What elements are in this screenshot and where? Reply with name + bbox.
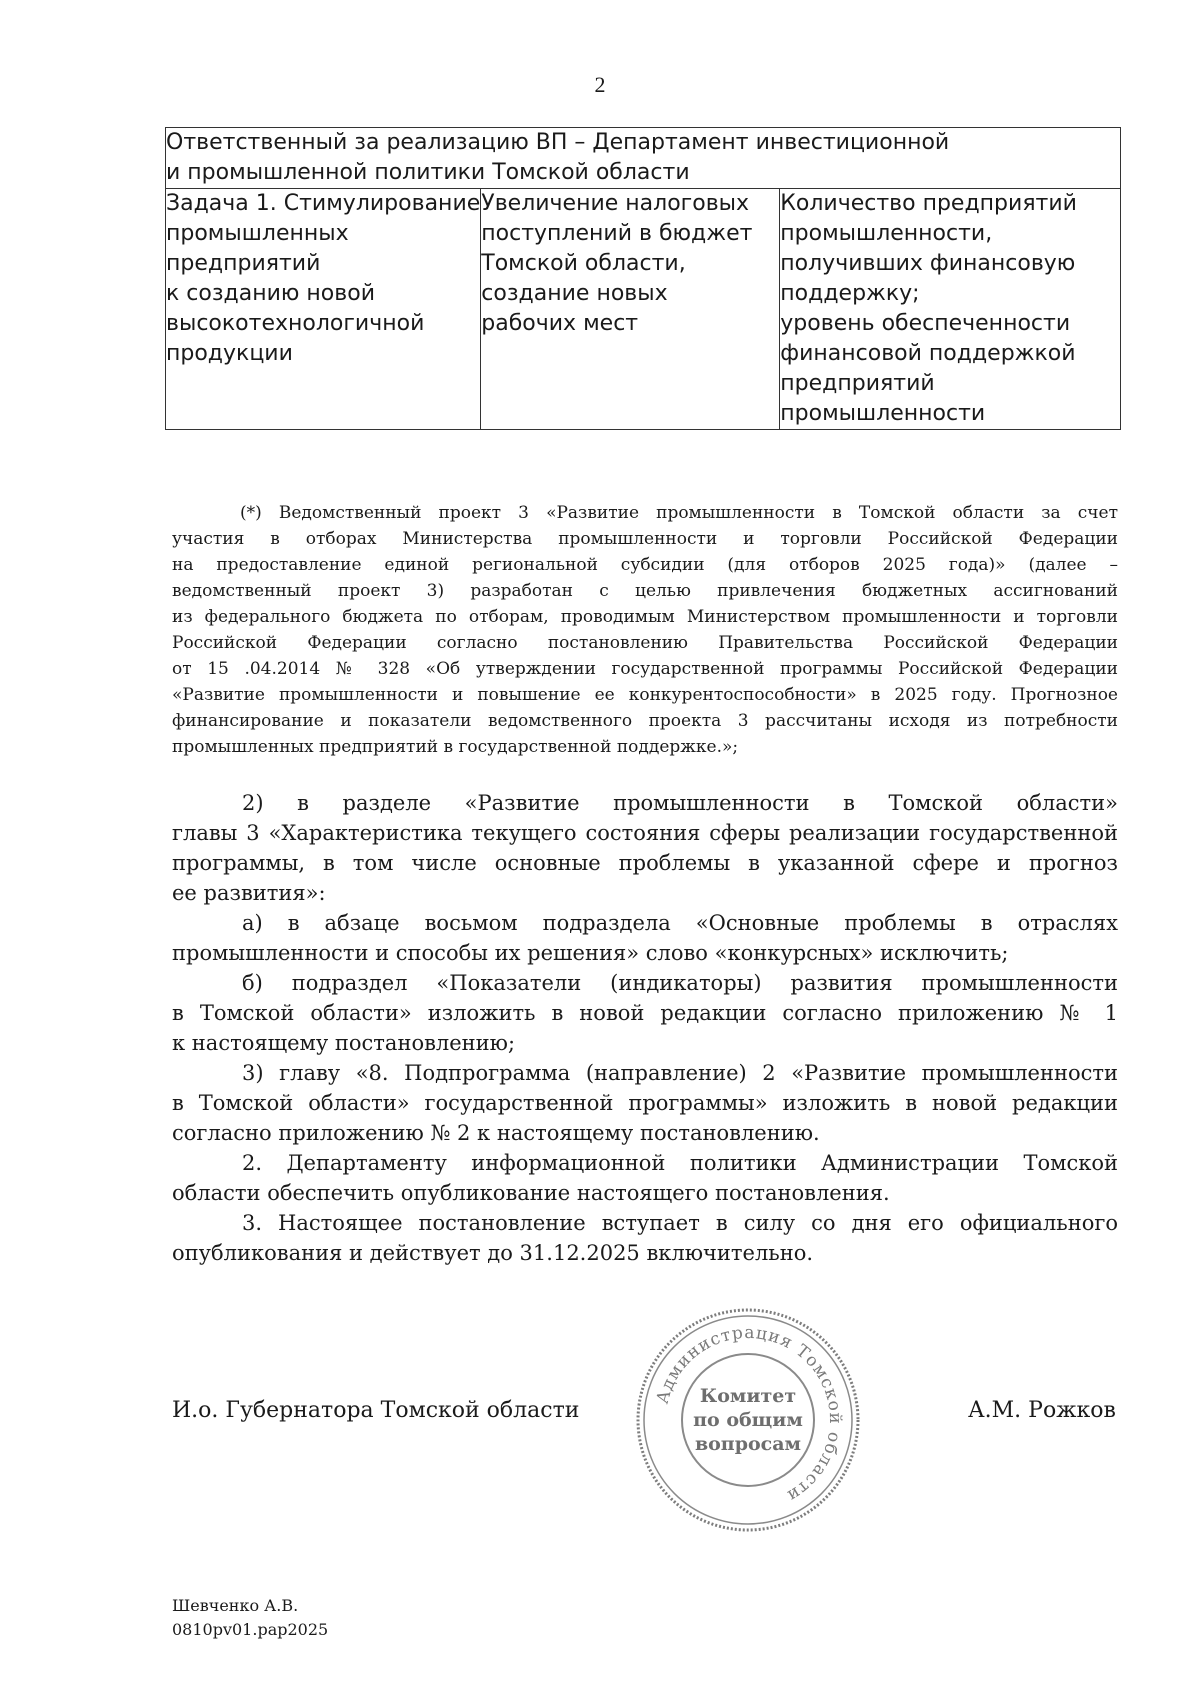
document-footer xyxy=(172,1594,328,1642)
indicator-line: поддержку; xyxy=(780,281,920,306)
body-line: области обеспечить опубликование настоящего постановления. xyxy=(172,1181,890,1205)
task-cell xyxy=(166,189,481,430)
body-line: а) в абзаце восьмом подраздела «Основные проблемы в отраслях xyxy=(242,911,1118,935)
footnote-line: Российской Федерации согласно постановлению Правительства Российской Федерации xyxy=(172,633,1118,653)
body-line: к настоящему постановлению; xyxy=(172,1031,516,1055)
footnote-line: от 15 .04.2014 № 328 «Об утверждении государственной программы Российской Федерации xyxy=(172,659,1118,679)
indicator-line: промышленности xyxy=(780,401,986,426)
footnote-line: ведомственный проект 3) разработан с целью привлечения бюджетных ассигнований xyxy=(172,581,1118,601)
effect-cell xyxy=(481,189,780,430)
footnote-line: на предоставление единой региональной субсидии (для отборов 2025 года)» (далее – xyxy=(172,555,1118,575)
indicator-line: Количество предприятий xyxy=(780,191,1077,216)
footnote-line: финансирование и показатели ведомственного проекта 3 рассчитаны исходя из потребности xyxy=(172,711,1118,731)
effect-line: Увеличение налоговых xyxy=(481,191,750,216)
task-line: Задача 1. Стимулирование xyxy=(166,191,481,216)
body-line: 3) главу «8. Подпрограмма (направление) 2 «Развитие промышленности xyxy=(242,1061,1118,1085)
task-line: предприятий xyxy=(166,251,321,276)
responsible-cell xyxy=(166,128,1121,189)
body-line: промышленности и способы их решения» слово «конкурсных» исключить; xyxy=(172,941,1009,965)
indicator-line: промышленности, xyxy=(780,221,993,246)
signatory-name: А.М. Рожков xyxy=(968,1398,1116,1423)
footnote-line: (*) Ведомственный проект 3 «Развитие промышленности в Томской области за счет xyxy=(240,503,1118,523)
responsible-line-1: Ответственный за реализацию ВП – Департамент инвестиционной xyxy=(166,130,950,155)
footnote-paragraph xyxy=(172,500,1118,760)
executor-name: Шевченко А.В. xyxy=(172,1596,299,1615)
body-text xyxy=(172,788,1118,1268)
task-line: промышленных xyxy=(166,221,349,246)
page-number: 2 xyxy=(594,72,606,97)
body-line: ее развития»: xyxy=(172,881,326,905)
stamp-center-line: по общим xyxy=(693,1409,803,1431)
body-line: программы, в том числе основные проблемы в указанной сфере и прогноз xyxy=(172,851,1118,875)
official-stamp xyxy=(632,1304,864,1536)
file-code: 0810pv01.pap2025 xyxy=(172,1620,329,1639)
footnote-line: из федерального бюджета по отборам, проводимым Министерством промышленности и торговли xyxy=(172,607,1118,627)
indicator-line: получивших финансовую xyxy=(780,251,1076,276)
body-line: 3. Настоящее постановление вступает в силу со дня его официального xyxy=(242,1211,1118,1235)
body-line: в Томской области» изложить в новой редакции согласно приложению № 1 xyxy=(172,1001,1118,1025)
footnote-line: участия в отборах Министерства промышленности и торговли Российской Федерации xyxy=(172,529,1118,549)
stamp-center-line: вопросам xyxy=(694,1433,802,1455)
effect-line: Томской области, xyxy=(481,251,686,276)
footnote-line: промышленных предприятий в государственной поддержке.»; xyxy=(172,737,739,757)
signatory-position: И.о. Губернатора Томской области xyxy=(172,1398,580,1423)
responsible-line-2: и промышленной политики Томской области xyxy=(166,160,690,185)
indicator-cell xyxy=(780,189,1121,430)
body-line: в Томской области» государственной программы» изложить в новой редакции xyxy=(172,1091,1118,1115)
effect-line: рабочих мест xyxy=(481,311,639,336)
footnote-line: «Развитие промышленности и повышение ее конкурентоспособности» в 2025 году. Прогнозное xyxy=(172,685,1118,705)
stamp-ring-text: Администрация Томской области xyxy=(652,1322,846,1507)
body-line: б) подраздел «Показатели (индикаторы) развития промышленности xyxy=(242,971,1118,995)
body-line: 2) в разделе «Развитие промышленности в Томской области» xyxy=(242,791,1118,815)
indicator-line: уровень обеспеченности xyxy=(780,311,1071,336)
effect-line: поступлений в бюджет xyxy=(481,221,753,246)
program-table xyxy=(165,127,1121,430)
body-line: главы 3 «Характеристика текущего состояния сферы реализации государственной xyxy=(172,821,1118,845)
stamp-center-line: Комитет xyxy=(699,1385,797,1407)
effect-line: создание новых xyxy=(481,281,668,306)
task-line: высокотехнологичной xyxy=(166,311,425,336)
body-line: 2. Департаменту информационной политики Администрации Томской xyxy=(242,1151,1118,1175)
task-line: продукции xyxy=(166,341,293,366)
indicator-line: финансовой поддержкой xyxy=(780,341,1076,366)
body-line: согласно приложению № 2 к настоящему постановлению. xyxy=(172,1121,820,1145)
body-line: опубликования и действует до 31.12.2025 включительно. xyxy=(172,1241,814,1265)
task-line: к созданию новой xyxy=(166,281,375,306)
indicator-line: предприятий xyxy=(780,371,935,396)
